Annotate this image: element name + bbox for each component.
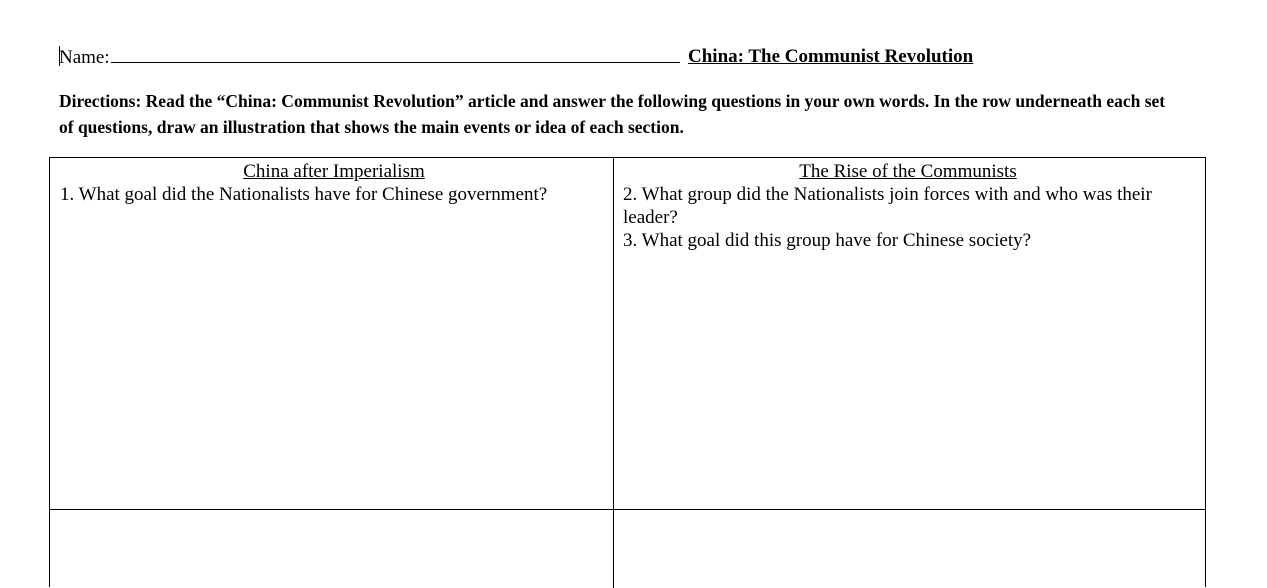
name-row — [59, 45, 680, 70]
directions-paragraph: Directions: Read the “China: Communist Revolution” article and answer the following questions in your own words. In the row underneath each set of questions, draw an illustration that shows the main events or idea of each section. — [59, 91, 1166, 137]
cell-china-after-imperialism[interactable] — [60, 160, 608, 206]
question-3: 3. What goal did this group have for Chinese society? — [623, 230, 1032, 251]
row-divider — [50, 509, 1205, 510]
worksheet-table — [49, 157, 1206, 587]
question-2: 2. What group did the Nationalists join forces with and who was their leader? — [623, 184, 1152, 228]
question-1: 1. What goal did the Nationalists have for Chinese government? — [60, 184, 548, 205]
name-blank-line[interactable] — [111, 45, 680, 63]
column-divider — [613, 158, 614, 588]
cell-rise-of-communists[interactable] — [623, 160, 1193, 252]
document-title: China: The Communist Revolution — [688, 46, 974, 67]
section-heading: The Rise of the Communists — [799, 161, 1017, 182]
name-label: Name: — [59, 47, 110, 68]
section-heading: China after Imperialism — [243, 161, 425, 182]
